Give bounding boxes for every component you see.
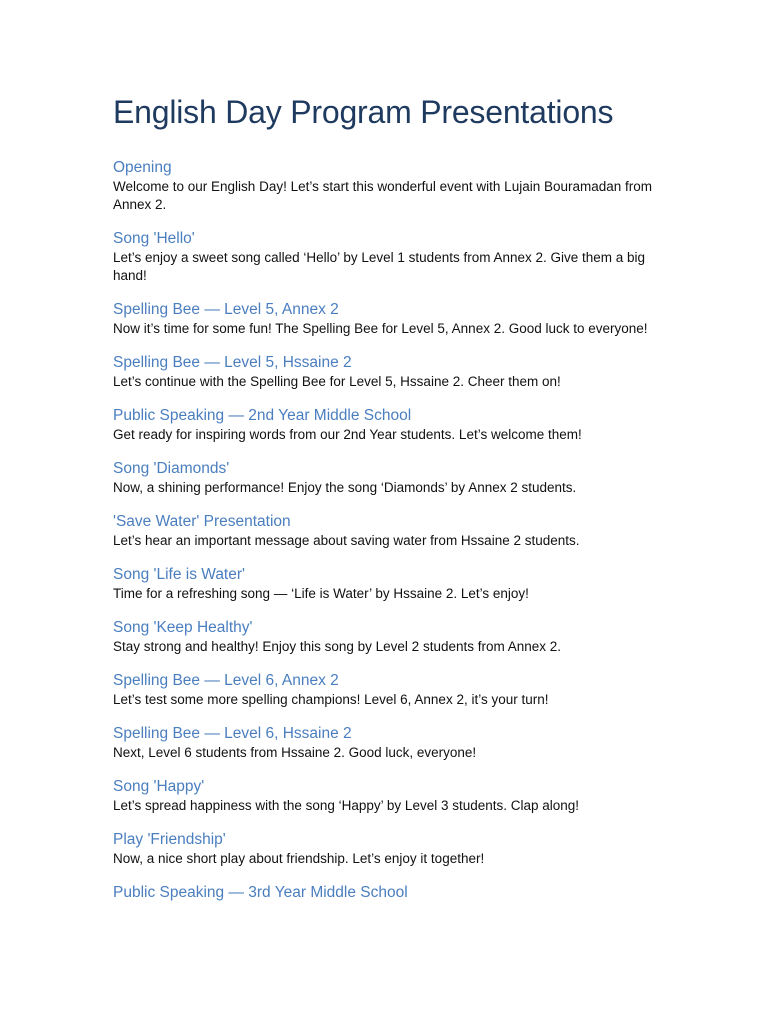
program-item-heading: Song 'Diamonds' xyxy=(113,460,230,477)
program-item-heading: Song 'Happy' xyxy=(113,778,205,795)
program-item-heading: Spelling Bee — Level 6, Annex 2 xyxy=(113,672,339,689)
document-title: English Day Program Presentations xyxy=(113,94,614,130)
program-item xyxy=(113,459,653,497)
program-item-text: Let’s hear an important message about saving water from Hssaine 2 students. xyxy=(113,533,580,548)
program-item xyxy=(113,883,653,902)
program-item xyxy=(113,565,653,603)
program-item-heading: 'Save Water' Presentation xyxy=(113,513,291,530)
program-item xyxy=(113,406,653,444)
program-item-heading: Opening xyxy=(113,159,172,176)
program-item-text: Let’s spread happiness with the song ‘Happy’ by Level 3 students. Clap along! xyxy=(113,798,580,813)
program-item-text: Time for a refreshing song — ‘Life is Water’ by Hssaine 2. Let’s enjoy! xyxy=(113,586,529,601)
program-item-text: Now, a nice short play about friendship. Let’s enjoy it together! xyxy=(113,851,485,866)
program-item xyxy=(113,830,653,868)
program-item-text: Let’s continue with the Spelling Bee for Level 5, Hssaine 2. Cheer them on! xyxy=(113,374,561,389)
program-item xyxy=(113,724,653,762)
program-item-heading: Spelling Bee — Level 5, Hssaine 2 xyxy=(113,354,352,371)
program-item xyxy=(113,158,653,214)
program-item xyxy=(113,777,653,815)
program-item xyxy=(113,618,653,656)
program-item-heading: Play 'Friendship' xyxy=(113,831,226,848)
program-item xyxy=(113,353,653,391)
program-item-text: Get ready for inspiring words from our 2nd Year students. Let’s welcome them! xyxy=(113,427,582,442)
program-item-heading: Song 'Keep Healthy' xyxy=(113,619,253,636)
program-item-text: Now it’s time for some fun! The Spelling Bee for Level 5, Annex 2. Good luck to everyone! xyxy=(113,321,648,336)
program-item-heading: Public Speaking — 2nd Year Middle School xyxy=(113,407,412,424)
program-item xyxy=(113,671,653,709)
program-item-heading: Public Speaking — 3rd Year Middle School xyxy=(113,884,408,901)
program-item xyxy=(113,300,653,338)
program-item xyxy=(113,512,653,550)
program-item-text: Let’s enjoy a sweet song called ‘Hello’ by Level 1 students from Annex 2. Give them a big hand! xyxy=(113,250,646,283)
program-item-heading: Spelling Bee — Level 5, Annex 2 xyxy=(113,301,339,318)
program-item xyxy=(113,229,653,285)
program-item-heading: Song 'Life is Water' xyxy=(113,566,245,583)
program-item-heading: Song 'Hello' xyxy=(113,230,195,247)
program-item-text: Next, Level 6 students from Hssaine 2. Good luck, everyone! xyxy=(113,745,477,760)
program-item-text: Welcome to our English Day! Let’s start this wonderful event with Lujain Bouramadan from Annex 2. xyxy=(113,179,653,212)
program-item-text: Now, a shining performance! Enjoy the song ‘Diamonds’ by Annex 2 students. xyxy=(113,480,577,495)
program-item-text: Stay strong and healthy! Enjoy this song by Level 2 students from Annex 2. xyxy=(113,639,562,654)
program-item-text: Let’s test some more spelling champions! Level 6, Annex 2, it’s your turn! xyxy=(113,692,549,707)
program-item-heading: Spelling Bee — Level 6, Hssaine 2 xyxy=(113,725,352,742)
